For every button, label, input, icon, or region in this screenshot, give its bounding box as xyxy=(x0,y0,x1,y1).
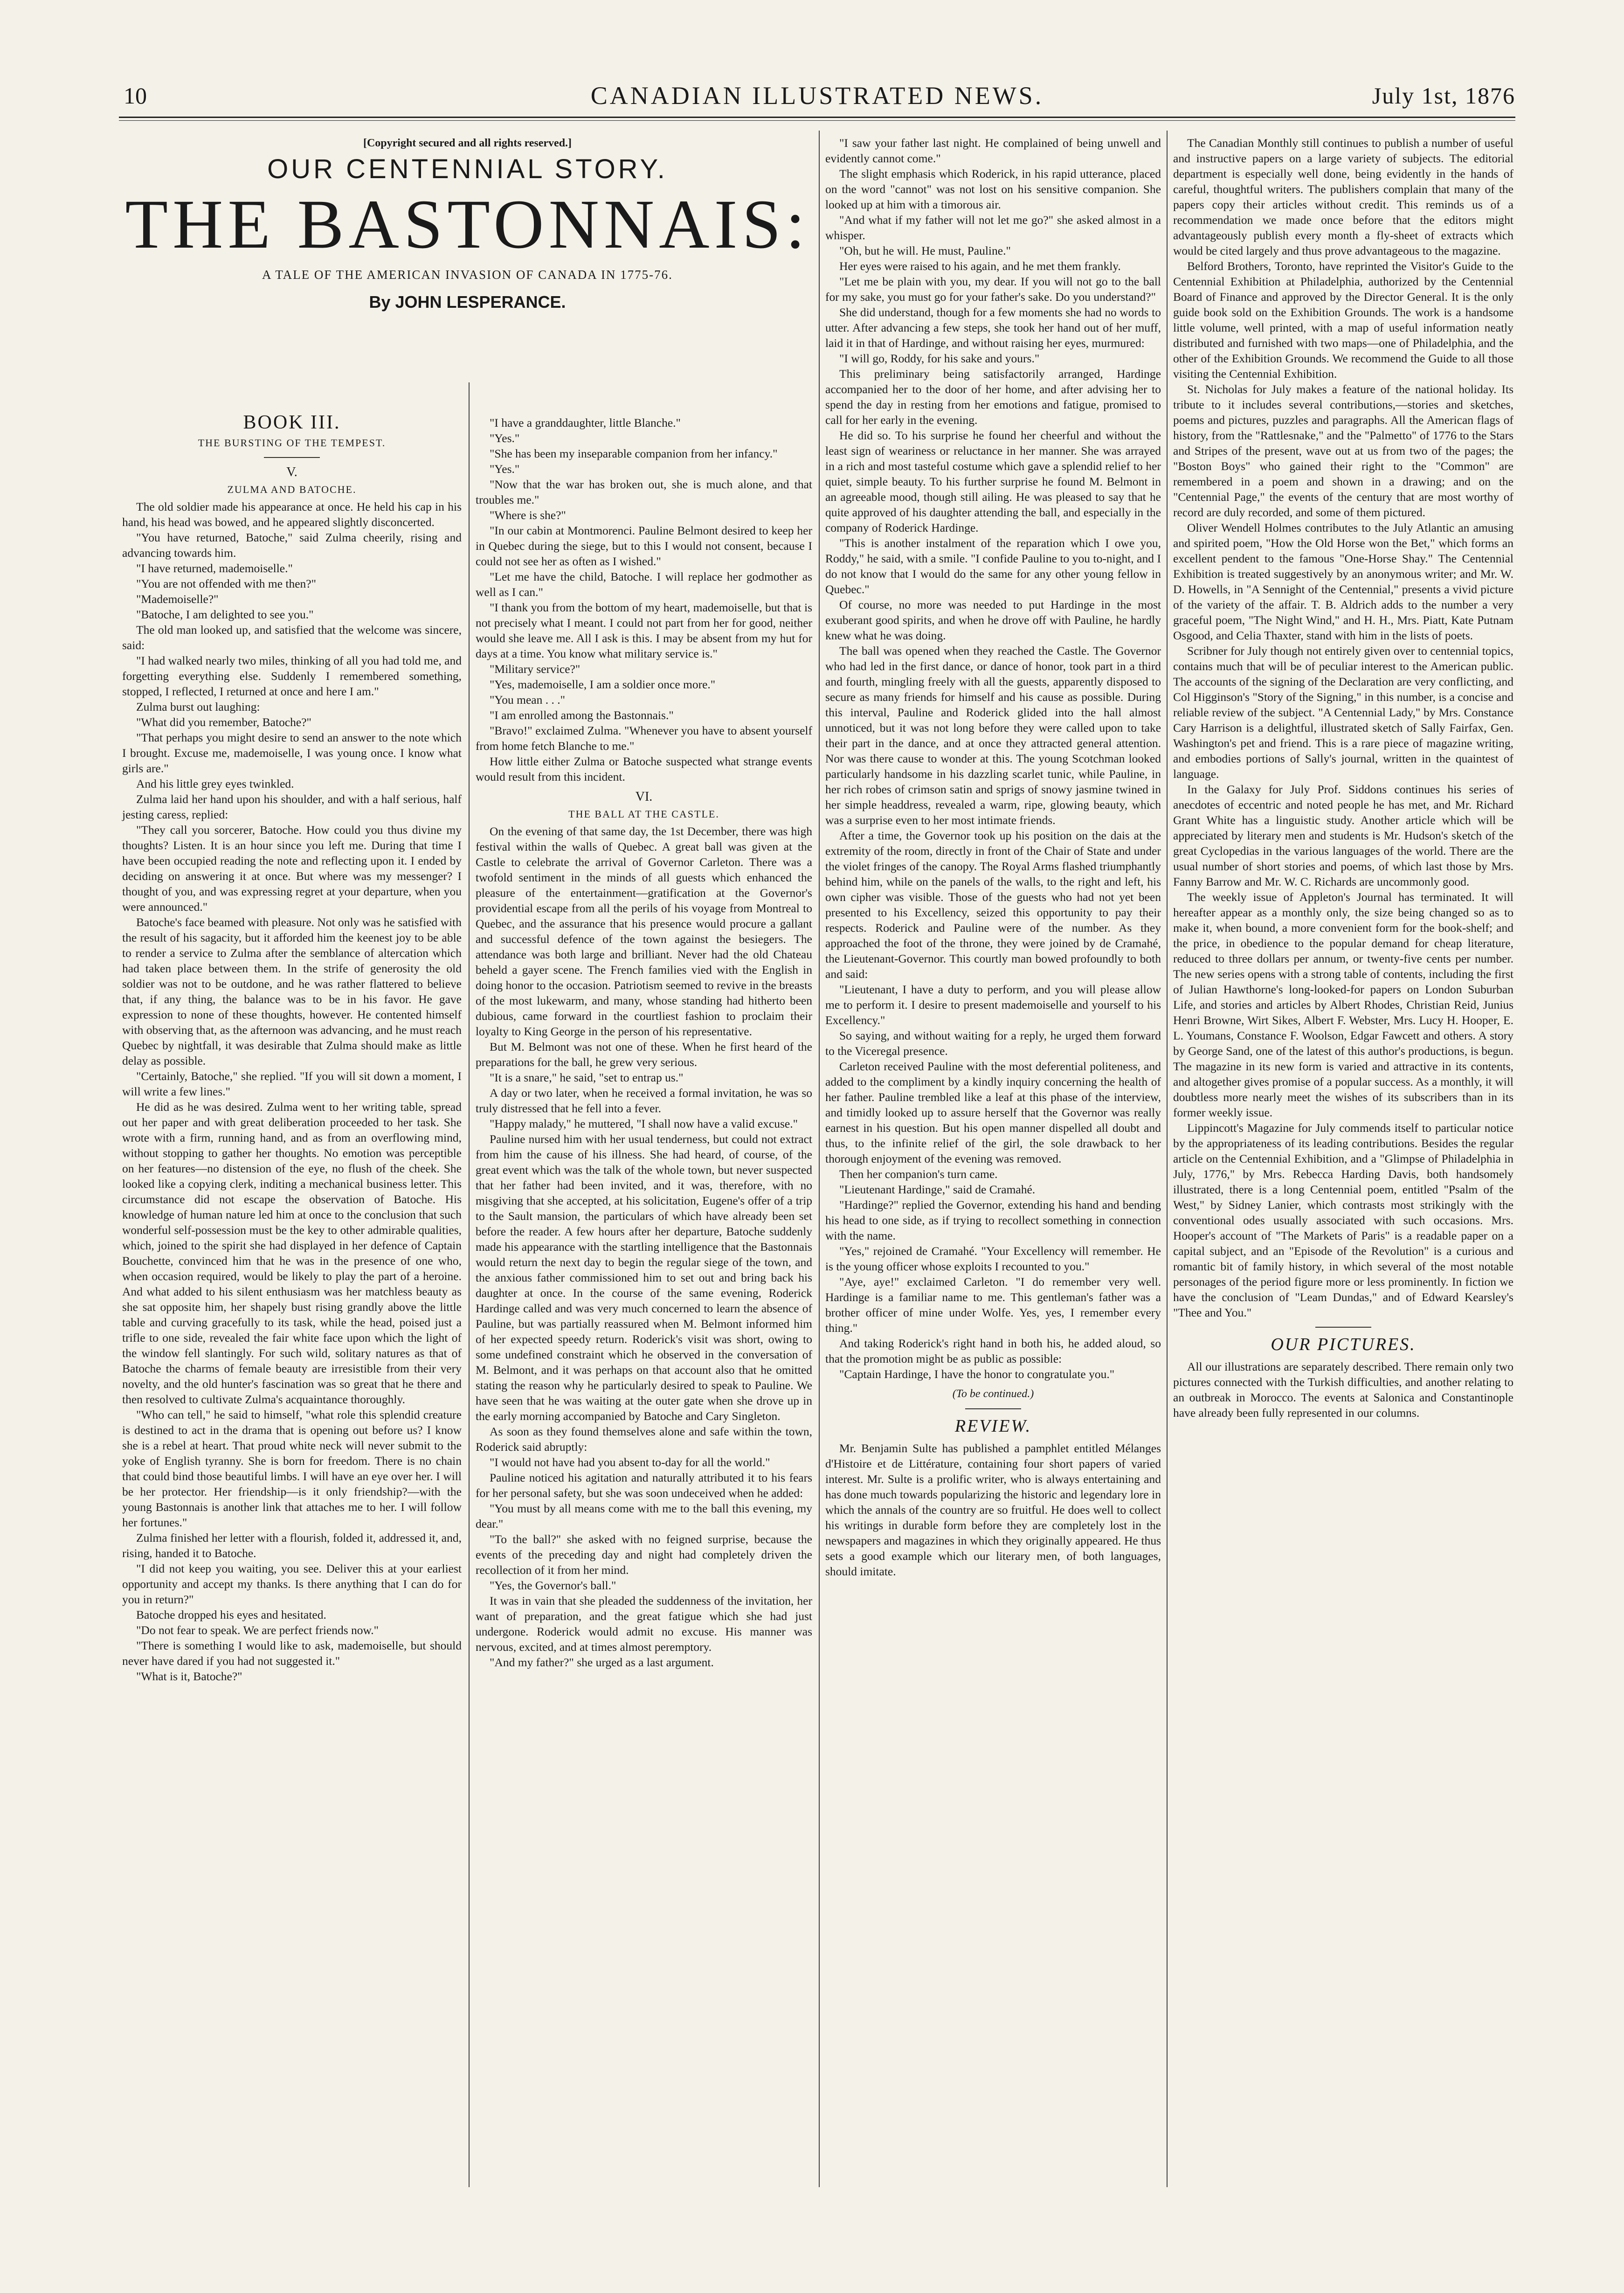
paragraph: "Do not fear to speak. We are perfect friends now." xyxy=(136,1623,379,1637)
paragraph: "What did you remember, Batoche?" xyxy=(136,715,311,729)
paragraph: "I thank you from the bottom of my heart, mademoiselle, but that is not precisely what I meant. I could not part from her for good, neither would she leave me. All I ask is this. I may be absent from my hut for days at a time. You know what military service is." xyxy=(476,601,812,660)
paragraph: Pauline noticed his agitation and naturally attributed it to his fears for her personal safety, but she was soon undeceived when he added: xyxy=(476,1471,812,1500)
paragraph: "Bravo!" exclaimed Zulma. "Whenever you have to absent yourself from home fetch Blanche to me." xyxy=(476,724,812,753)
page-header xyxy=(119,74,1515,114)
paragraph: Batoche dropped his eyes and hesitated. xyxy=(136,1608,326,1621)
paragraph: "This is another instalment of the reparation which I owe you, Roddy," he said, with a smile. "I confide Pauline to you to-night, and I do not know that I would do the same for any other young fellow in Quebec." xyxy=(825,536,1161,596)
paragraph: Zulma burst out laughing: xyxy=(136,700,260,714)
book-subtitle: THE BURSTING OF THE TEMPEST. xyxy=(198,437,386,449)
paragraph: Batoche's face beamed with pleasure. Not only was he satisfied with the result of his sagacity, but it afforded him the keenest joy to be able to render a service to Zulma after the semblance of altercation which had taken place between them. In the strife of generosity the old soldier was not to be outdone, and he was rather flattered to believe that, if any thing, the balance was to be in his favor. He gave expression to none of these thoughts, however. He contented himself with observing that, as the afternoon was advancing, and he must reach Quebec by nightfall, it was desirable that Zulma should make as little delay as possible. xyxy=(122,915,462,1067)
paragraph: "Aye, aye!" exclaimed Carleton. "I do remember very well. Hardinge is a familiar name to me. This gentleman's father was a brother officer of mine under Wolfe. Yes, yes, I remember every thing." xyxy=(825,1275,1161,1335)
paragraph: Of course, no more was needed to put Hardinge in the most exuberant good spirits, and when he drove off with Pauline, he hardly knew what he was doing. xyxy=(825,598,1161,642)
paragraph: "You have returned, Batoche," said Zulma cheerily, rising and advancing towards him. xyxy=(122,531,462,560)
story-header xyxy=(119,134,816,312)
paragraph: So saying, and without waiting for a reply, he urged them forward to the Viceregal presence. xyxy=(825,1029,1161,1058)
paragraph: "And what if my father will not let me go?" she asked almost in a whisper. xyxy=(825,213,1161,242)
paragraph: The old soldier made his appearance at once. He held his cap in his hand, his head was bowed, and he appeared slightly disconcerted. xyxy=(122,500,462,529)
paragraph: "Let me have the child, Batoche. I will replace her godmother as well as I can." xyxy=(476,570,812,599)
paragraph: Pauline nursed him with her usual tenderness, but could not extract from him the cause of his illness. She had heard, of course, of the great event which was the talk of the whole town, but never suspected that her father had been invited, and it was, therefore, with no misgiving that she accepted, at his solicitation, Eugene's offer of a trip to the Sault mansion, the particulars of which have already been set before the reader. A few hours after her departure, Batoche suddenly made his appearance with the startling intelligence that the Bastonnais would return the next day to begin the regular siege of the town, and the anxious father commissioned him to set out and bring back his daughter at once. In the course of the same evening, Roderick Hardinge called and was very much concerned to learn the absence of Pauline, but was partially reassured when M. Belmont informed him of her expected speedy return. Roderick's visit was short, owing to some undefined constraint which he observed in the conversation of M. Belmont, and it was perhaps on that account also that he omitted stating the reason why he particularly desired to speak to Pauline. We have seen that he was waiting at the outer gate when she drove up in the early morning accompanied by Batoche and Cary Singleton. xyxy=(476,1132,812,1423)
paragraph: Scribner for July though not entirely given over to centennial topics, contains much that will be of peculiar interest to the American public. The accounts of the signing of the Declaration are very conflicting, and Col Higginson's "Story of the Signing," in this number, is a concise and reliable review of the subject. "A Centennial Lady," by Mrs. Constance Cary Harrison is a delightful, illustrated sketch of Sally Fairfax, Gen. Washington's pet and friend. This is a rare piece of magazine writing, and embodies portions of Sally's journal, written in the quaintest of language. xyxy=(1173,644,1513,781)
paragraph: "It is a snare," he said, "set to entrap us." xyxy=(490,1071,684,1084)
paragraph: "What is it, Batoche?" xyxy=(136,1670,242,1683)
to-be-continued: (To be continued.) xyxy=(952,1388,1034,1400)
paragraph: "You are not offended with me then?" xyxy=(136,577,317,590)
paragraph: "Certainly, Batoche," she replied. "If you will sit down a moment, I will write a few lines." xyxy=(122,1069,462,1098)
paragraph: "You must by all means come with me to the ball this evening, my dear." xyxy=(476,1502,812,1531)
story-subtitle: A TALE OF THE AMERICAN INVASION OF CANADA IN 1775-76. xyxy=(262,268,673,282)
paragraph: "And my father?" she urged as a last argument. xyxy=(490,1656,714,1669)
book-heading: BOOK III. xyxy=(243,412,341,433)
short-rule xyxy=(1315,1327,1371,1328)
paragraph: "Who can tell," he said to himself, "what role this splendid creature is destined to act in the drama that is opening out before us? I know she is a rebel at heart. That proud white neck will never submit to the yoke of English tyranny. She is born for freedom. There is no chain that could bind those beautiful limbs. I will have an eye over her. I will be her protector. Her friendship—is it only friendship?—with the young Bastonnais is another link that attaches me to her. I will follow her fortunes." xyxy=(122,1408,462,1529)
issue-date: July 1st, 1876 xyxy=(1372,83,1515,109)
paragraph: Oliver Wendell Holmes contributes to the July Atlantic an amusing and spirited poem, "How the Old Horse won the Bet," which forms an excellent pendent to the famous "One-Horse Shay." The Centennial Exhibition is treated suggestively by an anonymous writer; and Mr. W. D. Howells, in "A Sennight of the Centennial," presents a vivid picture of the variety of the affair. T. B. Aldrich adds to the number a very graceful poem, "The Night Wind," and H. H., Mrs. Piatt, Kate Putnam Osgood, and Celia Thaxter, stand with him in the lists of poets. xyxy=(1173,521,1513,642)
paragraph: "Hardinge?" replied the Governor, extending his hand and bending his head to one side, as if trying to recollect something in connection with the name. xyxy=(825,1198,1161,1242)
paragraph: Then her companion's turn came. xyxy=(839,1167,998,1181)
paragraph: "I will go, Roddy, for his sake and yours." xyxy=(839,352,1040,365)
paragraph: He did so. To his surprise he found her cheerful and without the least sign of weariness or reluctance in her manner. She was arrayed in a rich and most tasteful costume which gave a splendid relief to her quiet, simple beauty. To his further surprise he found M. Belmont in an agreeable mood, though still ailing. He was pleased to say that he quite approved of his daughter attending the ball, and especially in the company of Roderick Hardinge. xyxy=(825,429,1161,534)
paragraph: A day or two later, when he received a formal invitation, he was so truly distressed that he fell into a fever. xyxy=(476,1086,812,1115)
paragraph: "Yes, the Governor's ball." xyxy=(490,1579,616,1592)
column-rule xyxy=(819,131,820,2187)
paragraph: Belford Brothers, Toronto, have reprinted the Visitor's Guide to the Centennial Exhibition at Philadelphia, authorized by the Centennial Board of Finance and approved by the Director General. It is the only guide book sold on the Exhibition Grounds. The work is a handsome little volume, well printed, with a map of useful information neatly distributed and furnished with two maps—one of Philadelphia, and the other of the Exhibition Grounds. We recommend the Guide to all those visiting the Centennial Exhibition. xyxy=(1173,259,1513,381)
paragraph: She did understand, though for a few moments she had no words to utter. After advancing a few steps, she took her hand out of her muff, laid it in that of Hardinge, and without raising her eyes, murmured: xyxy=(825,305,1161,350)
chapter-number: V. xyxy=(286,465,297,479)
paragraph: "Let me be plain with you, my dear. If you will not go to the ball for my sake, you must go for your father's sake. Do you understand?" xyxy=(825,275,1161,304)
paragraph: In the Galaxy for July Prof. Siddons continues his series of anecdotes of eccentric and noted people he has met, and Mr. Richard Grant White has a linguistic study. Another article which will be appreciated by literary men and students is Mr. Hudson's sketch of the great Cyclopedias in the various languages of the world. There are the usual number of short stories and poems, of which last those by Mrs. Fanny Barrow and Mr. W. C. Richards are uncommonly good. xyxy=(1173,783,1513,888)
paragraph: The old man looked up, and satisfied that the welcome was sincere, said: xyxy=(122,623,462,652)
paragraph: "Lieutenant Hardinge," said de Cramahé. xyxy=(839,1183,1036,1196)
paragraph: The Canadian Monthly still continues to publish a number of useful and instructive papers on a large variety of subjects. The editorial department is especially well done, being evidently in the hands of careful, thoughtful writers. The publishers complain that many of the papers copy their articles without credit. This reminds us of a recommendation we made once before that the editors might advantageously publish every month a fly-sheet of extracts which would be cited largely and thus prove advantageous to the magazine. xyxy=(1173,136,1513,257)
paragraph: "I am enrolled among the Bastonnais." xyxy=(490,708,674,722)
paragraph: "In our cabin at Montmorenci. Pauline Belmont desired to keep her in Quebec during the siege, but to this I would not consent, because I could not see her as often as I wished." xyxy=(476,524,812,568)
paragraph: Carleton received Pauline with the most deferential politeness, and added to the compliment by a kindly inquiry concerning the health of her father. Pauline trembled like a leaf at this phase of the interview, and timidly looked up to assure herself that the Governor was really earnest in his question. But his open manner dispelled all doubt and thus, to the infinite relief of the girl, the sole drawback to her thorough enjoyment of the evening was removed. xyxy=(825,1060,1161,1165)
byline: By JOHN LESPERANCE. xyxy=(369,292,566,312)
paragraph: "Batoche, I am delighted to see you." xyxy=(136,608,314,621)
copyright-notice: [Copyright secured and all rights reserved.] xyxy=(363,137,572,149)
paragraph: As soon as they found themselves alone and safe within the town, Roderick said abruptly: xyxy=(476,1425,812,1454)
paragraph: After a time, the Governor took up his position on the dais at the extremity of the room, directly in front of the Chair of State and under the violet fringes of the canopy. The Royal Arms flashed triumphantly behind him, while on the panels of the walls, to the right and left, his own cipher was visible. Those of the guests who had not yet been presented to his Excellency, seized this opportunity to pay their respects. Roderick and Pauline were of the number. As they approached the foot of the throne, they were joined by de Cramahé, the Lieutenant-Governor. This courtly man bowed profoundly to both and said: xyxy=(825,829,1161,981)
paragraph: "She has been my inseparable companion from her infancy." xyxy=(490,447,778,460)
short-rule xyxy=(264,457,320,458)
paragraph: "There is something I would like to ask, mademoiselle, but should never have dared if you had not suggested it." xyxy=(122,1639,462,1668)
paragraph: And his little grey eyes twinkled. xyxy=(136,777,294,790)
short-rule xyxy=(965,1408,1021,1409)
paragraph: And taking Roderick's right hand in both his, he added aloud, so that the promotion might be as public as possible: xyxy=(825,1337,1161,1365)
pictures-heading: OUR PICTURES. xyxy=(1271,1335,1416,1354)
paragraph: Lippincott's Magazine for July commends itself to particular notice by the appropriateness of its leading contributions. Besides the regular article on the Centennial Exhibition, and a "Glimpse of Philadelphia in July, 1776," by Mrs. Rebecca Harding Davis, both handsomely illustrated, there is a long Centennial poem, entitled "Psalm of the West," by Sidney Lanier, which contrasts most strikingly with the conventional odes usually associated with such occasions. Mrs. Hooper's account of "The Markets of Paris" is a readable paper on a capital subject, and an "Episode of the Revolution" is a curious and romantic bit of family history, in which several of the most notable personages of the period figure more or less prominently. In fiction we have the conclusion of "Leam Dundas," and of Edward Kearsley's "Thee and You." xyxy=(1173,1121,1513,1319)
masthead: CANADIAN ILLUSTRATED NEWS. xyxy=(590,82,1044,110)
paragraph: Mr. Benjamin Sulte has published a pamphlet entitled Mélanges d'Histoire et de Littérature, containing four short papers of varied interest. Mr. Sulte is a prolific writer, who is always entertaining and has done much towards popularizing the historic and legendary lore in which the annals of the country are so fruitful. He does well to collect his writings in durable form before they are completely lost in the newspapers and magazines in which they originally appeared. He thus sets a good example which our literary men, of both languages, should imitate. xyxy=(825,1441,1161,1578)
header-rule-thin xyxy=(119,120,1515,121)
paragraph: But M. Belmont was not one of these. When he first heard of the preparations for the ball, he grew very serious. xyxy=(476,1040,812,1069)
paragraph: "Now that the war has broken out, she is much alone, and that troubles me." xyxy=(476,478,812,506)
paragraph: He did as he was desired. Zulma went to her writing table, spread out her paper and with great deliberation proceeded to her task. She wrote with a firm, running hand, and as from an overflowing mind, without stopping to gather her thoughts. No emotion was perceptible on her features—no distension of the eye, no flush of the cheek. She looked like a copying clerk, inditing a mechanical business letter. This circumstance did not escape the observation of Batoche. His knowledge of human nature led him at once to the conclusion that such wonderful self-possession must be the key to other admirable qualities, which, joined to the spirit she had displayed in her defence of Captain Bouchette, convinced him that he was in the presence of one who, when occasion required, would be likely to play the part of a heroine. And what added to his silent enthusiasm was her matchless beauty as she sat opposite him, her shapely bust rising grandly above the little table and curving gracefully to its task, while the head, poised just a trifle to one side, revealed the fair white face upon which the light of the window fell slantingly. For such wild, solitary natures as that of Batoche the charms of female beauty are irresistible from their very novelty, and the old hunter's fascination was so great that he there and then resolved to cultivate Zulma's acquaintance thoroughly. xyxy=(122,1100,462,1406)
paragraph: "Yes." xyxy=(490,462,520,476)
paragraph: "Military service?" xyxy=(490,662,580,676)
paragraph: "Where is she?" xyxy=(490,508,566,522)
review-heading: REVIEW. xyxy=(954,1416,1032,1436)
paragraph: "That perhaps you might desire to send an answer to the note which I brought. Excuse me, mademoiselle, I was young once. I know what girls are." xyxy=(122,731,462,775)
column-1 xyxy=(122,412,462,1684)
paragraph: This preliminary being satisfactorily arranged, Hardinge accompanied her to the door of her home, and after advising her to spend the day in resting from her emotions and fatigue, promised to call for her early in the evening. xyxy=(825,367,1161,427)
paragraph: The ball was opened when they reached the Castle. The Governor who had led in the first dance, or dance of honor, took part in a third and fourth, mingling freely with all the guests, apparently disposed to secure as many friends for himself and his cause as possible. During this interval, Pauline and Roderick glided into the hall almost unnoticed, but it was not long before they were called upon to take their part in the dance, and at once they attracted general attention. Nor was there cause to wonder at this. The young Scotchman looked particularly handsome in his dazzling scarlet tunic, while Pauline, in her rich robes of crimson satin and sprigs of snowy jasmine twined in her simple headdress, revealed a warm, ripe, glowing beauty, which was a surprise even to her most intimate friends. xyxy=(825,644,1161,827)
paragraph: "I have returned, mademoiselle." xyxy=(136,561,293,575)
paragraph: "Yes," rejoined de Cramahé. "Your Excellency will remember. He is the young officer whose exploits I recounted to you." xyxy=(825,1244,1161,1273)
paragraph: Zulma finished her letter with a flourish, folded it, addressed it, and, rising, handed it to Batoche. xyxy=(122,1531,462,1560)
paragraph: Her eyes were raised to his again, and he met them frankly. xyxy=(839,259,1121,273)
chapter-title: THE BALL AT THE CASTLE. xyxy=(568,808,719,820)
paragraph: It was in vain that she pleaded the suddenness of the invitation, her want of preparation, and the great fatigue which she had just undergone. Roderick would admit no excuse. His manner was nervous, excited, and at times almost peremptory. xyxy=(476,1594,812,1654)
column-4 xyxy=(1173,135,1513,1420)
paragraph: St. Nicholas for July makes a feature of the national holiday. Its tribute to it includes several contributions,—stories and sketches, poems and pictures, puzzles and paragraphs. All the American flags of history, from the "Rattlesnake," and the "Palmetto" of 1776 to the Stars and Stripes of the present, wave out at us from two of the pages; the "Boston Boys" who gained their right to the "Common" are remembered in a poem and shown in a drawing; and on the "Centennial Page," the events of the century that are most worthy of record are duly recorded, and some of them pictured. xyxy=(1173,382,1513,519)
paragraph: Zulma laid her hand upon his shoulder, and with a half serious, half jesting caress, replied: xyxy=(122,792,462,821)
paragraph: How little either Zulma or Batoche suspected what strange events would result from this incident. xyxy=(476,755,812,783)
column-3 xyxy=(825,135,1161,1579)
story-title: THE BASTONNAIS: xyxy=(125,186,810,263)
paragraph: All our illustrations are separately described. There remain only two pictures connected with the Turkish difficulties, and another relating to an outbreak in Morocco. The events at Salonica and Constantinople have already been fully represented in our columns. xyxy=(1173,1360,1513,1420)
paragraph: "I had walked nearly two miles, thinking of all you had told me, and forgetting everything else. Suddenly I remembered something, stopped, I reflected, I returned at once and here I am." xyxy=(122,654,462,698)
paragraph: "I saw your father last night. He complained of being unwell and evidently cannot come." xyxy=(825,136,1161,165)
chapter-number: VI. xyxy=(635,790,653,804)
chapter-title: ZULMA AND BATOCHE. xyxy=(227,484,357,495)
paragraph: "To the ball?" she asked with no feigned surprise, because the events of the preceding day and night had completely driven the recollection of it from her mind. xyxy=(476,1532,812,1577)
paragraph: "I did not keep you waiting, you see. Deliver this at your earliest opportunity and accept my thanks. Is there anything that I can do for you in return?" xyxy=(122,1562,462,1606)
paragraph: "Lieutenant, I have a duty to perform, and you will please allow me to perform it. I desire to present mademoiselle and yourself to his Excellency." xyxy=(825,983,1161,1027)
paragraph: "Yes." xyxy=(490,431,520,445)
column-rule xyxy=(1167,131,1168,2187)
page-number: 10 xyxy=(124,83,147,109)
paragraph: On the evening of that same day, the 1st December, there was high festival within the walls of Quebec. A great ball was given at the Castle to celebrate the arrival of Governor Carleton. There was a twofold sentiment in the minds of all guests which enhanced the pleasure of the entertainment—gratification at the Governor's providential escape from all the perils of his voyage from Montreal to Quebec, and the assurance that his presence would procure a gallant and successful defence of the town against the besiegers. The attendance was both large and brilliant. Never had the old Chateau beheld a gayer scene. The French families vied with the English in doing honor to the occasion. Patriotism seemed to revive in the breasts of the most lukewarm, and many, whose standing had hitherto been dubious, came forward in the courtliest fashion to proclaim their loyalty to King George in the person of his representative. xyxy=(476,824,812,1038)
paragraph: The weekly issue of Appleton's Journal has terminated. It will hereafter appear as a monthly only, the size being changed so as to make it, when bound, a more convenient form for the book-shelf; and the price, in obedience to the popular demand for cheap literature, reduced to three dollars per annum, or twenty-five cents per number. The new series opens with a strong table of contents, including the first of Julian Hawthorne's long-looked-for papers on London Suburban Life, and stories and articles by Albert Rhodes, Christian Reid, Junius Henri Browne, Wirt Sikes, Albert F. Webster, Mrs. Lucy H. Hooper, E. L. Youmans, Constance F. Woolson, Edgar Fawcett and others. A story by George Sand, one of the latest of this author's productions, is begun. The magazine in its new form is varied and attractive in its contents, and altogether gives promise of a popular success. As a monthly, it will doubtless more nearly meet the wishes of its subscribers than in its former weekly issue. xyxy=(1173,890,1513,1119)
paragraph: "Captain Hardinge, I have the honor to congratulate you." xyxy=(839,1367,1115,1381)
paragraph: "Happy malady," he muttered, "I shall now have a valid excuse." xyxy=(490,1117,798,1130)
header-rule xyxy=(119,117,1515,118)
paragraph: "You mean . . ." xyxy=(490,693,566,707)
paragraph: "I would not have had you absent to-day for all the world." xyxy=(490,1455,770,1469)
column-2 xyxy=(476,415,812,1670)
paragraph: "I have a granddaughter, little Blanche." xyxy=(490,416,681,430)
series-title: OUR CENTENNIAL STORY. xyxy=(267,154,668,184)
column-rule xyxy=(469,382,470,2187)
paragraph: "Mademoiselle?" xyxy=(136,592,219,606)
paragraph: "Yes, mademoiselle, I am a soldier once more." xyxy=(490,678,716,691)
paragraph: The slight emphasis which Roderick, in his rapid utterance, placed on the word "cannot" was not lost on his sensitive companion. She looked up at him with a timorous air. xyxy=(825,167,1161,211)
paragraph: "Oh, but he will. He must, Pauline." xyxy=(839,244,1011,257)
paragraph: "They call you sorcerer, Batoche. How could you thus divine my thoughts? Listen. It is an hour since you left me. During that time I have been occupied reading the note and reflecting upon it. I ended by deciding on answering it at once. But where was my messenger? I thought of you, and was expressing regret at your departure, when you were announced." xyxy=(122,823,462,914)
